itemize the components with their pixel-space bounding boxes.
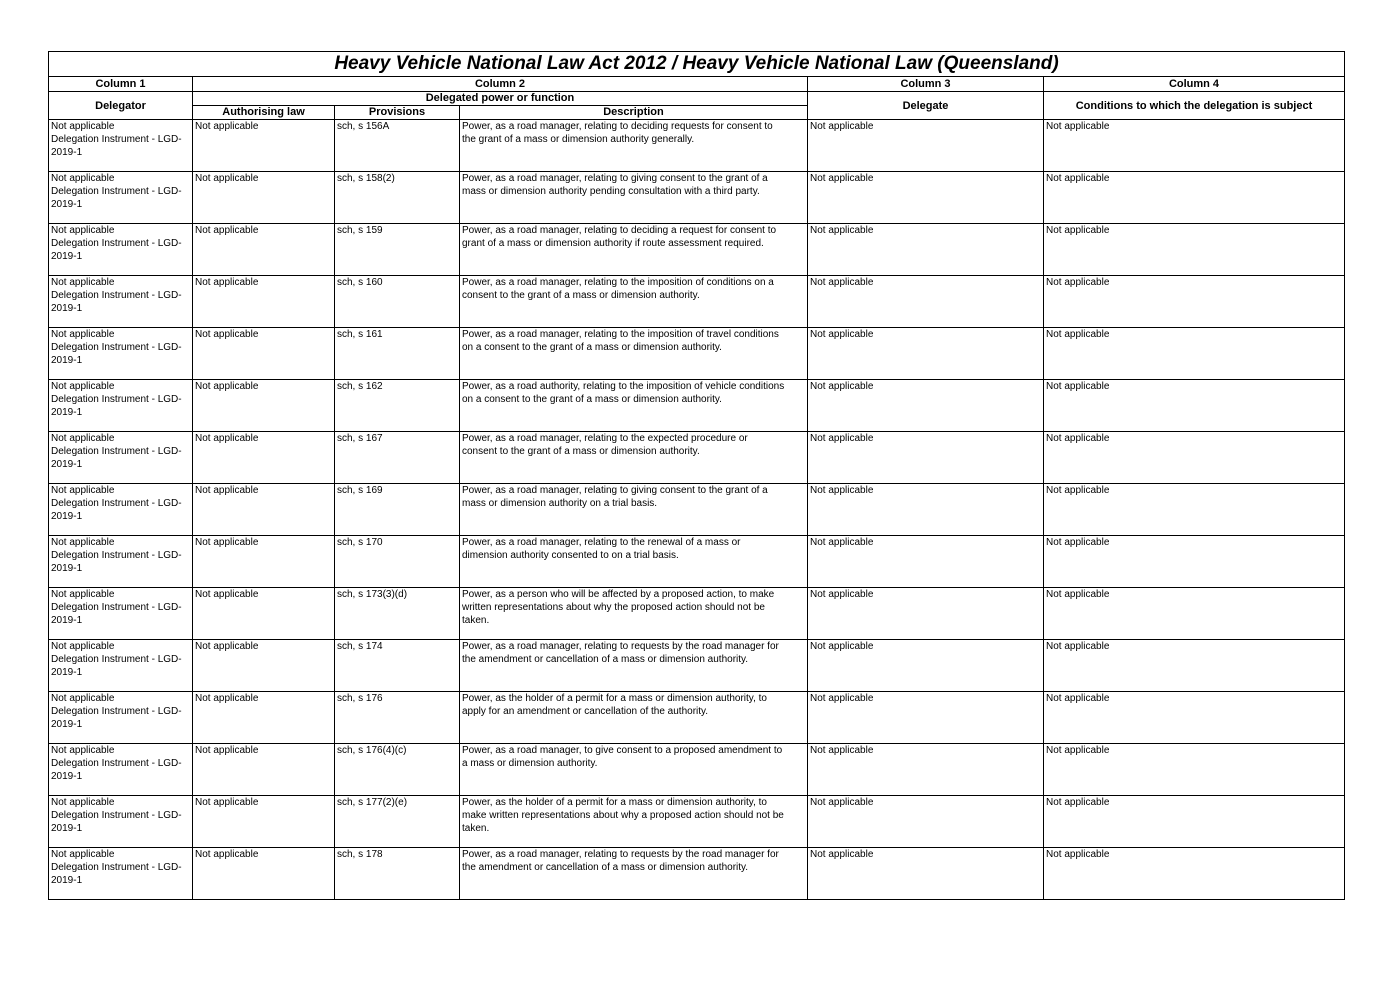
provision-cell: sch, s 173(3)(d)	[335, 588, 460, 640]
authorising-law-header: Authorising law	[193, 106, 335, 120]
table-row	[49, 640, 1345, 692]
delegate-cell: Not applicable	[808, 224, 1044, 276]
authorising-law-cell: Not applicable	[193, 848, 335, 900]
description-header: Description	[460, 106, 808, 120]
delegator-cell: Not applicable Delegation Instrument - LGD- 2019-1	[49, 328, 193, 380]
provision-cell: sch, s 178	[335, 848, 460, 900]
column-3-header: Column 3	[808, 77, 1044, 92]
description-cell: Power, as a road authority, relating to the imposition of vehicle conditions on a consent to the grant of a mass or dimension authority.	[460, 380, 808, 432]
authorising-law-cell: Not applicable	[193, 172, 335, 224]
description-cell: Power, as a road manager, relating to the expected procedure or consent to the grant of a mass or dimension authority.	[460, 432, 808, 484]
table-row	[49, 796, 1345, 848]
provisions-header: Provisions	[335, 106, 460, 120]
delegate-cell: Not applicable	[808, 848, 1044, 900]
delegator-header: Delegator	[49, 92, 193, 120]
delegate-cell: Not applicable	[808, 432, 1044, 484]
description-cell: Power, as a road manager, relating to the imposition of conditions on a consent to the grant of a mass or dimension authority.	[460, 276, 808, 328]
table-row	[49, 172, 1345, 224]
column-1-header: Column 1	[49, 77, 193, 92]
delegate-cell: Not applicable	[808, 744, 1044, 796]
delegator-cell: Not applicable Delegation Instrument - LGD- 2019-1	[49, 692, 193, 744]
conditions-cell: Not applicable	[1044, 796, 1345, 848]
delegator-cell: Not applicable Delegation Instrument - LGD- 2019-1	[49, 172, 193, 224]
description-cell: Power, as the holder of a permit for a mass or dimension authority, to make written representations about why a proposed action should not be taken.	[460, 796, 808, 848]
conditions-cell: Not applicable	[1044, 588, 1345, 640]
delegated-power-header: Delegated power or function	[193, 92, 808, 106]
conditions-cell: Not applicable	[1044, 328, 1345, 380]
provision-cell: sch, s 156A	[335, 120, 460, 172]
provision-cell: sch, s 160	[335, 276, 460, 328]
delegator-cell: Not applicable Delegation Instrument - LGD- 2019-1	[49, 380, 193, 432]
provision-cell: sch, s 159	[335, 224, 460, 276]
conditions-cell: Not applicable	[1044, 224, 1345, 276]
table-row	[49, 692, 1345, 744]
delegate-cell: Not applicable	[808, 640, 1044, 692]
delegation-table	[48, 51, 1345, 900]
authorising-law-cell: Not applicable	[193, 224, 335, 276]
table-row	[49, 484, 1345, 536]
delegate-cell: Not applicable	[808, 536, 1044, 588]
conditions-cell: Not applicable	[1044, 848, 1345, 900]
column-4-header: Column 4	[1044, 77, 1345, 92]
delegator-cell: Not applicable Delegation Instrument - LGD- 2019-1	[49, 848, 193, 900]
provision-cell: sch, s 169	[335, 484, 460, 536]
delegator-cell: Not applicable Delegation Instrument - LGD- 2019-1	[49, 640, 193, 692]
conditions-cell: Not applicable	[1044, 692, 1345, 744]
conditions-cell: Not applicable	[1044, 120, 1345, 172]
conditions-cell: Not applicable	[1044, 744, 1345, 796]
description-cell: Power, as a road manager, relating to requests by the road manager for the amendment or cancellation of a mass or dimension authority.	[460, 848, 808, 900]
page-title: Heavy Vehicle National Law Act 2012 / Heavy Vehicle National Law (Queensland)	[49, 52, 1345, 77]
delegate-cell: Not applicable	[808, 796, 1044, 848]
conditions-cell: Not applicable	[1044, 172, 1345, 224]
delegate-cell: Not applicable	[808, 484, 1044, 536]
authorising-law-cell: Not applicable	[193, 328, 335, 380]
conditions-cell: Not applicable	[1044, 536, 1345, 588]
delegate-cell: Not applicable	[808, 172, 1044, 224]
delegator-cell: Not applicable Delegation Instrument - LGD- 2019-1	[49, 588, 193, 640]
description-cell: Power, as a road manager, relating to giving consent to the grant of a mass or dimension authority on a trial basis.	[460, 484, 808, 536]
authorising-law-cell: Not applicable	[193, 536, 335, 588]
description-cell: Power, as a road manager, relating to giving consent to the grant of a mass or dimension authority pending consultation with a third party.	[460, 172, 808, 224]
table-row	[49, 276, 1345, 328]
table-row	[49, 120, 1345, 172]
table-body	[49, 120, 1345, 900]
provision-cell: sch, s 176(4)(c)	[335, 744, 460, 796]
description-cell: Power, as a road manager, relating to the imposition of travel conditions on a consent to the grant of a mass or dimension authority.	[460, 328, 808, 380]
delegate-header: Delegate	[808, 92, 1044, 120]
authorising-law-cell: Not applicable	[193, 432, 335, 484]
authorising-law-cell: Not applicable	[193, 640, 335, 692]
delegator-cell: Not applicable Delegation Instrument - LGD- 2019-1	[49, 432, 193, 484]
conditions-cell: Not applicable	[1044, 380, 1345, 432]
delegate-cell: Not applicable	[808, 692, 1044, 744]
delegator-cell: Not applicable Delegation Instrument - LGD- 2019-1	[49, 484, 193, 536]
description-cell: Power, as a road manager, relating to requests by the road manager for the amendment or cancellation of a mass or dimension authority.	[460, 640, 808, 692]
authorising-law-cell: Not applicable	[193, 484, 335, 536]
table-row	[49, 224, 1345, 276]
provision-cell: sch, s 174	[335, 640, 460, 692]
authorising-law-cell: Not applicable	[193, 380, 335, 432]
table-row	[49, 432, 1345, 484]
delegator-cell: Not applicable Delegation Instrument - LGD- 2019-1	[49, 744, 193, 796]
authorising-law-cell: Not applicable	[193, 692, 335, 744]
authorising-law-cell: Not applicable	[193, 588, 335, 640]
provision-cell: sch, s 176	[335, 692, 460, 744]
delegator-cell: Not applicable Delegation Instrument - LGD- 2019-1	[49, 796, 193, 848]
description-cell: Power, as a road manager, to give consent to a proposed amendment to a mass or dimension authority.	[460, 744, 808, 796]
delegate-cell: Not applicable	[808, 380, 1044, 432]
delegator-cell: Not applicable Delegation Instrument - LGD- 2019-1	[49, 224, 193, 276]
delegator-cell: Not applicable Delegation Instrument - LGD- 2019-1	[49, 276, 193, 328]
conditions-cell: Not applicable	[1044, 640, 1345, 692]
provision-cell: sch, s 170	[335, 536, 460, 588]
provision-cell: sch, s 158(2)	[335, 172, 460, 224]
table-row	[49, 588, 1345, 640]
delegation-sheet	[48, 51, 1344, 900]
authorising-law-cell: Not applicable	[193, 120, 335, 172]
column-2-header: Column 2	[193, 77, 808, 92]
conditions-cell: Not applicable	[1044, 432, 1345, 484]
table-row	[49, 536, 1345, 588]
delegate-cell: Not applicable	[808, 328, 1044, 380]
authorising-law-cell: Not applicable	[193, 276, 335, 328]
description-cell: Power, as a road manager, relating to the renewal of a mass or dimension authority consented to on a trial basis.	[460, 536, 808, 588]
provision-cell: sch, s 167	[335, 432, 460, 484]
provision-cell: sch, s 177(2)(e)	[335, 796, 460, 848]
provision-cell: sch, s 161	[335, 328, 460, 380]
delegate-cell: Not applicable	[808, 120, 1044, 172]
delegator-cell: Not applicable Delegation Instrument - LGD- 2019-1	[49, 120, 193, 172]
description-cell: Power, as a person who will be affected by a proposed action, to make written representations about why the proposed action should not be taken.	[460, 588, 808, 640]
table-row	[49, 380, 1345, 432]
provision-cell: sch, s 162	[335, 380, 460, 432]
delegator-cell: Not applicable Delegation Instrument - LGD- 2019-1	[49, 536, 193, 588]
conditions-cell: Not applicable	[1044, 484, 1345, 536]
table-row	[49, 328, 1345, 380]
authorising-law-cell: Not applicable	[193, 744, 335, 796]
delegate-cell: Not applicable	[808, 276, 1044, 328]
table-row	[49, 848, 1345, 900]
delegate-cell: Not applicable	[808, 588, 1044, 640]
authorising-law-cell: Not applicable	[193, 796, 335, 848]
table-row	[49, 744, 1345, 796]
conditions-header: Conditions to which the delegation is subject	[1044, 92, 1345, 120]
description-cell: Power, as a road manager, relating to deciding a request for consent to grant of a mass or dimension authority if route assessment required.	[460, 224, 808, 276]
conditions-cell: Not applicable	[1044, 276, 1345, 328]
description-cell: Power, as the holder of a permit for a mass or dimension authority, to apply for an amendment or cancellation of the authority.	[460, 692, 808, 744]
description-cell: Power, as a road manager, relating to deciding requests for consent to the grant of a mass or dimension authority generally.	[460, 120, 808, 172]
